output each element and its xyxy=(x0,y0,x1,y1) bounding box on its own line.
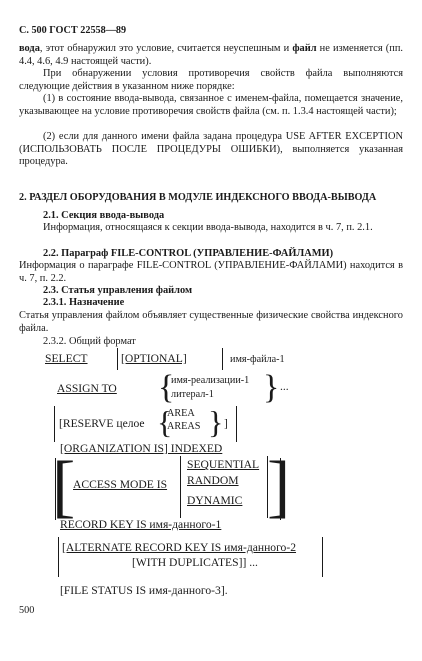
bracket-right: ] xyxy=(267,448,291,525)
brace-left: { xyxy=(157,404,173,440)
bold-term: вода xyxy=(19,43,40,54)
syntax-file-status: [FILE STATUS IS имя-данного-3]. xyxy=(60,584,228,597)
bracket-bar xyxy=(58,537,59,577)
syntax-assign: ASSIGN TO xyxy=(57,382,117,395)
syntax-sequential: SEQUENTIAL xyxy=(187,458,260,471)
subsection-title-2-1: 2.1. Секция ввода-вывода xyxy=(43,210,165,221)
brace-left: { xyxy=(158,369,175,406)
bracket-bar xyxy=(117,348,118,370)
syntax-literal: литерал-1 xyxy=(171,389,214,400)
syntax-reserve-end: ] xyxy=(224,417,228,430)
bracket-left: [ xyxy=(52,448,76,525)
subsection-title-2-3-1: 2.3.1. Назначение xyxy=(43,297,125,308)
syntax-reserve: [RESERVE целое xyxy=(59,417,145,430)
subsection-text-2-2: Информация о параграфе FILE-CONTROL (УПРАВЛЕНИЕ-ФАЙЛАМИ) находится в ч. 7, п. 2.2. xyxy=(19,260,403,284)
subsection-title-2-3-2: 2.3.2. Общий формат xyxy=(43,336,136,347)
syntax-impl-name: имя-реализации-1 xyxy=(171,375,250,386)
syntax-ellipsis: ... xyxy=(280,380,289,393)
paragraph-item-1: (1) в состояние ввода-вывода, связанное с именем-файла, помещается значение, указывающее на условие противоречия свойств файла (см. п. 1.3.4 настоящей части); xyxy=(19,93,403,117)
bold-term: файл xyxy=(292,43,317,54)
syntax-organization: [ORGANIZATION IS] INDEXED xyxy=(60,442,223,455)
brace-right: } xyxy=(208,404,224,440)
syntax-record-key: RECORD KEY IS имя-данного-1 xyxy=(60,518,222,531)
paragraph-item-2: (2) если для данного имени файла задана процедура USE AFTER EXCEPTION (ИСПОЛЬЗОВАТЬ ПОСЛЕ ПРОЦЕДУРЫ ОШИБКИ), выполняется указанная процедура. xyxy=(19,131,403,168)
subsection-title-2-2: 2.2. Параграф FILE-CONTROL (УПРАВЛЕНИЕ-ФАЙЛАМИ) xyxy=(43,248,334,259)
syntax-with-duplicates: [WITH DUPLICATES]] ... xyxy=(132,556,258,569)
bracket-bar xyxy=(322,537,323,577)
syntax-dynamic: DYNAMIC xyxy=(187,494,243,507)
syntax-areas: AREAS xyxy=(167,421,201,432)
syntax-alternate: [ALTERNATE RECORD KEY IS имя-данного-2 xyxy=(62,541,297,554)
syntax-access-mode: ACCESS MODE IS xyxy=(73,478,168,491)
subsection-text-2-3-1: Статья управления файлом объявляет существенные физические свойства индексного файла. xyxy=(19,310,403,334)
syntax-random: RANDOM xyxy=(187,474,239,487)
syntax-area: AREA xyxy=(167,408,195,419)
bracket-bar xyxy=(180,456,181,518)
paragraph-conditions: При обнаружении условия противоречия свойств файла выполняются следующие действия в указанном ниже порядке: xyxy=(19,68,403,92)
bracket-bar xyxy=(54,406,55,442)
page-header: С. 500 ГОСТ 22558—89 xyxy=(19,25,127,36)
syntax-optional: [OPTIONAL] xyxy=(121,352,187,365)
section-heading: 2. РАЗДЕЛ ОБОРУДОВАНИЯ В МОДУЛЕ ИНДЕКСНОГО ВВОДА-ВЫВОДА xyxy=(19,192,377,203)
paragraph-continuation: вода, этот обнаружил это условие, считается неуспешным и файл не изменяется (пп. 4.4, 4.6, 4.9 настоящей части). xyxy=(19,43,403,67)
syntax-file-name: имя-файла-1 xyxy=(230,354,285,365)
page-number: 500 xyxy=(19,605,35,616)
subsection-text-2-1: Информация, относящаяся к секции ввода-вывода, находится в ч. 7, п. 2.1. xyxy=(43,222,373,233)
subsection-title-2-3: 2.3. Статья управления файлом xyxy=(43,285,193,296)
bracket-bar xyxy=(222,348,223,370)
bracket-bar xyxy=(236,406,237,442)
brace-right: } xyxy=(263,369,280,406)
syntax-select: SELECT xyxy=(45,352,88,365)
